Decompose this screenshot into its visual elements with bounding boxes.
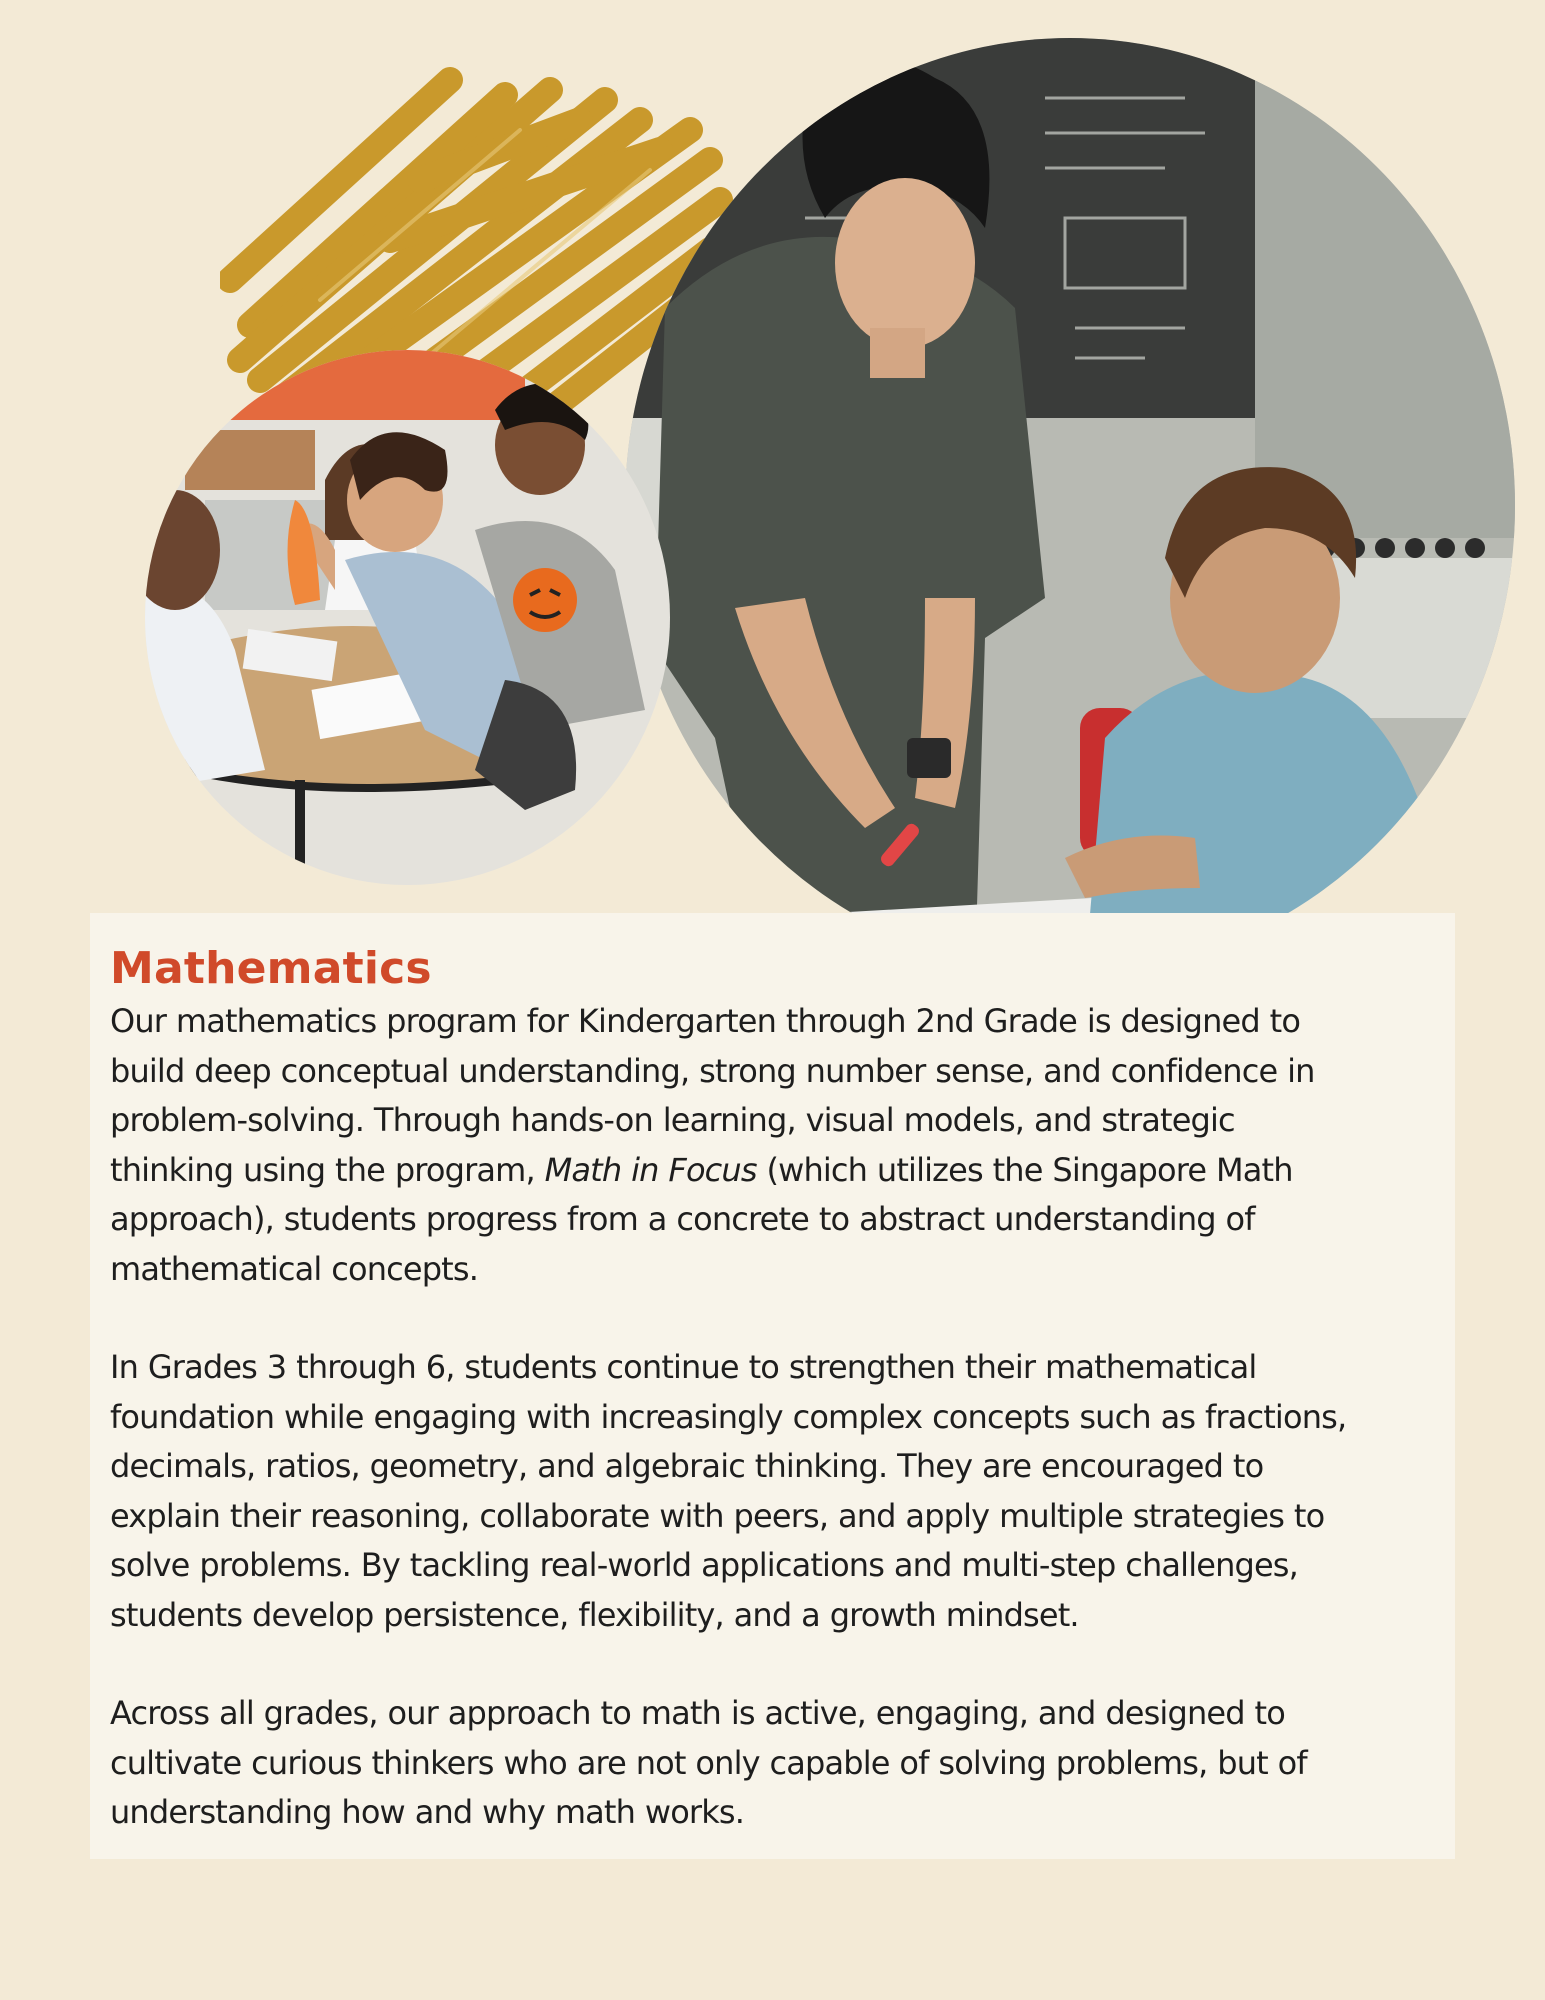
section-heading: Mathematics bbox=[110, 943, 432, 994]
paragraph-k-2 bbox=[110, 997, 1435, 1294]
program-name: Math in Focus bbox=[544, 1150, 757, 1189]
paragraph-k-2-text-before: Our mathematics program for Kindergarten through 2nd Grade is designed to build deep conceptual understanding, strong number sense, and confidence in problem-solving. Through hands-on learning, visual models, and strategic thinking using the program, bbox=[110, 1002, 1315, 1189]
paragraph-all-grades: Across all grades, our approach to math is active, engaging, and designed to cultivate curious thinkers who are not only capable of solving problems, but of understanding how and why math works. bbox=[110, 1694, 1307, 1831]
paragraph-k-2-text-after: (which utilizes the Singapore Math approach), students progress from a concrete to abstract understanding of mathematical concepts. bbox=[110, 1150, 1293, 1288]
teacher-helping-student-photo bbox=[625, 38, 1515, 973]
paragraph-grades-3-6: In Grades 3 through 6, students continue to strengthen their mathematical foundation while engaging with increasingly complex concepts such as fractions, decimals, ratios, geometry, and algebraic thinking. They are encouraged to explain their reasoning, collaborate with peers, and apply multiple strategies to solve problems. By tackling real-world applications and multi-step challenges, students develop persistence, flexibility, and a growth mindset. bbox=[110, 1348, 1347, 1634]
students-at-table-photo bbox=[145, 350, 670, 885]
content-panel bbox=[90, 913, 1455, 1859]
